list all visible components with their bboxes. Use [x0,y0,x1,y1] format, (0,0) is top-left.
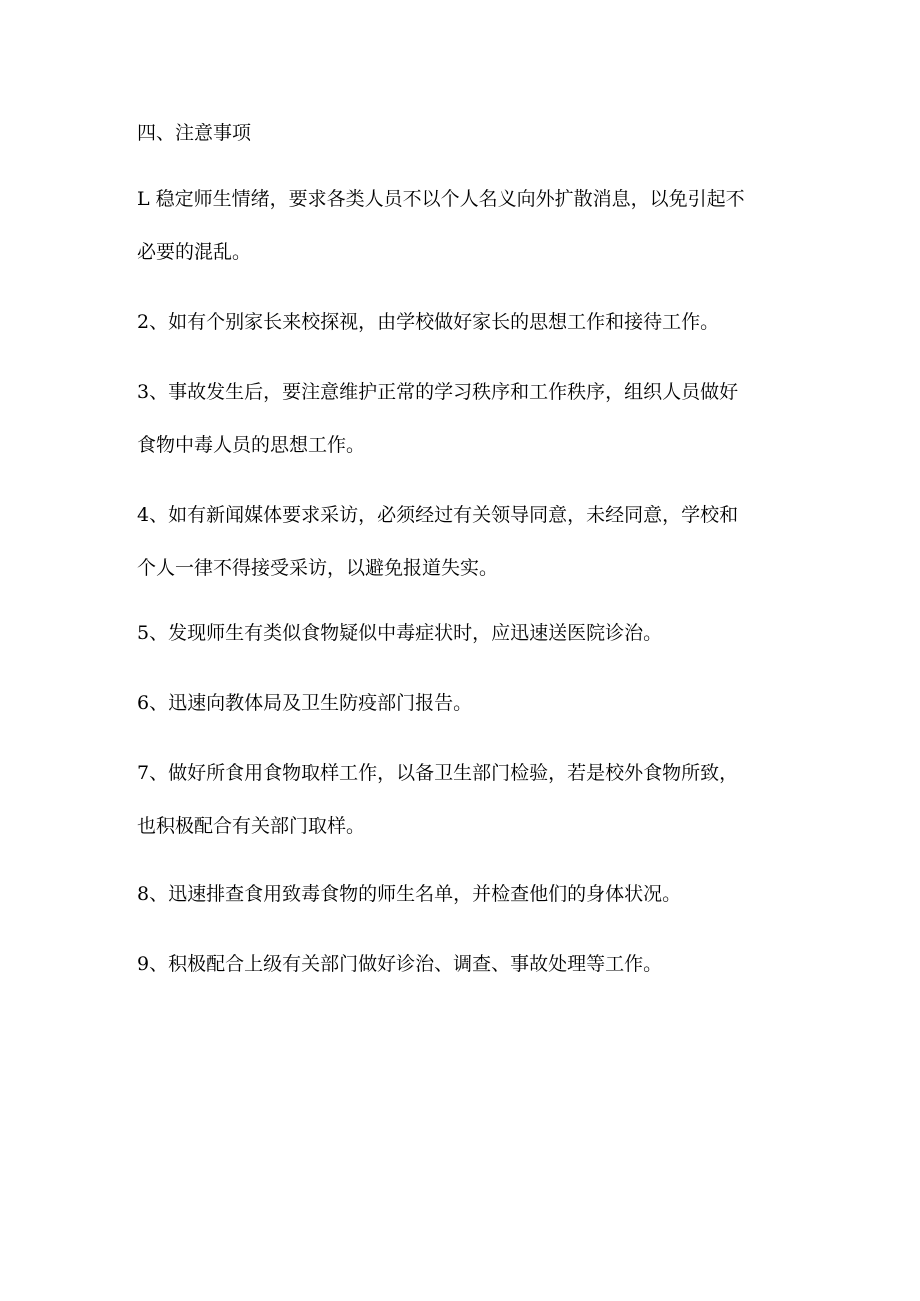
item-line: 食物中毒人员的思想工作。 [137,434,366,456]
item-text: 做好所食用食物取样工作，以备卫生部门检验，若是校外食物所致， [168,762,739,784]
item-text: 迅速排查食用致毒食物的师生名单，并检查他们的身体状况。 [168,883,682,905]
list-item [137,607,787,660]
item-number: 5、 [137,622,169,644]
item-number: 6、 [137,692,169,714]
item-line [137,747,787,800]
item-number: 4、 [137,504,169,526]
item-number: 2、 [137,311,169,333]
list-item [137,489,787,595]
item-line: 必要的混乱。 [137,241,252,263]
list-item [137,366,787,472]
item-number: 3、 [137,381,169,403]
item-line [137,677,787,730]
list-item [137,173,787,279]
item-text: 事故发生后，要注意维护正常的学习秩序和工作秩序，组织人员做好 [168,381,739,403]
list-item [137,677,787,730]
item-text: 迅速向教体局及卫生防疫部门报告。 [168,692,473,714]
item-line: 也积极配合有关部门取样。 [137,815,366,837]
section-heading: 四、注意事项 [137,122,252,144]
item-line: 个人一律不得接受采访，以避免报道失实。 [137,557,499,579]
item-line [137,366,787,419]
item-number: 9、 [137,953,169,975]
item-line [137,173,787,226]
item-line [137,489,787,542]
list-item [137,296,787,349]
item-number: L [137,188,150,210]
list-item [137,747,787,853]
item-line [137,938,787,991]
item-text: 积极配合上级有关部门做好诊治、调查、事故处理等工作。 [168,953,663,975]
item-number: 8、 [137,883,169,905]
item-number: 7、 [137,762,169,784]
item-line [137,607,787,660]
item-text: 如有个别家长来校探视，由学校做好家长的思想工作和接待工作。 [168,311,720,333]
item-line [137,868,787,921]
list-item [137,868,787,921]
item-text: 稳定师生情绪，要求各类人员不以个人名义向外扩散消息，以免引起不 [155,188,745,210]
item-text: 发现师生有类似食物疑似中毒症状时，应迅速送医院诊治。 [168,622,663,644]
item-line [137,296,787,349]
list-item [137,938,787,991]
item-text: 如有新闻媒体要求采访，必须经过有关领导同意，未经同意，学校和 [168,504,739,526]
